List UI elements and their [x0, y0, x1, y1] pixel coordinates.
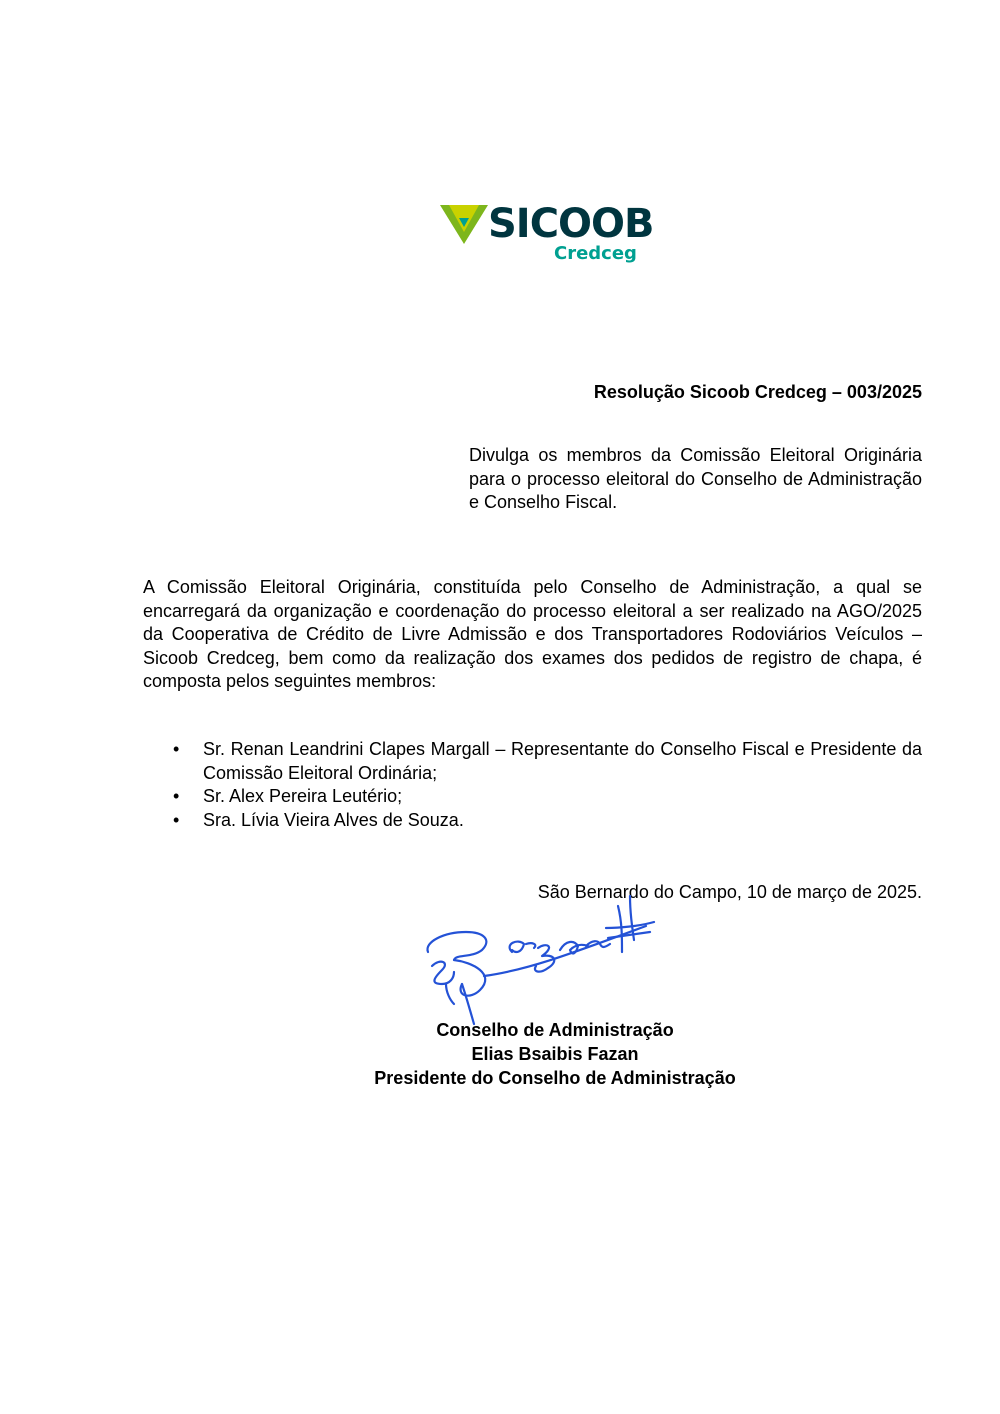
list-item: • Sr. Alex Pereira Leutério; [143, 785, 922, 809]
signature-block [300, 1018, 810, 1090]
signature-stroke [427, 932, 486, 960]
list-item: • Sra. Lívia Vieira Alves de Souza. [143, 809, 922, 833]
sicoob-logo-mark-icon [440, 202, 488, 246]
signature-stroke [432, 962, 454, 984]
signatory-body: Conselho de Administração [436, 1020, 674, 1040]
signatory-role: Presidente do Conselho de Administração [374, 1068, 736, 1088]
resolution-body: A Comissão Eleitoral Originária, constituída pelo Conselho de Administração, a qual se encarregará da organização e coordenação do processo eleitoral a ser realizado na AGO/2025 da Cooperativa de Crédito de Livre Admissão e dos Transportadores Rodoviários Veículos – Sicoob Credceg, bem como da realização dos exames dos pedidos de registro de chapa, é composta pelos seguintes membros: [143, 577, 922, 691]
signature-stroke [618, 906, 622, 952]
signature-stroke [606, 922, 654, 928]
signatory-name: Elias Bsaibis Fazan [471, 1044, 639, 1064]
signature-stroke [526, 943, 535, 948]
logo-brand-text: SICOOB [488, 201, 654, 247]
list-item: • Sr. Renan Leandrini Clapes Margall – Representante do Conselho Fiscal e Presidente da Comissão Eleitoral Ordinária; [143, 738, 922, 785]
signature-stroke [454, 960, 485, 996]
members-list [143, 738, 922, 832]
signature-stroke [446, 984, 454, 1004]
signature-stroke [535, 945, 554, 971]
place-date: São Bernardo do Campo, 10 de março de 2025. [537, 882, 922, 902]
signature-stroke [510, 942, 524, 952]
resolution-title: Resolução Sicoob Credceg – 003/2025 [593, 382, 922, 402]
logo-subbrand-text: Credceg [554, 243, 637, 264]
sicoob-credceg-logo [440, 200, 654, 270]
resolution-summary: Divulga os membros da Comissão Eleitoral Originária para o processo eleitoral do Conselho de Administração e Conselho Fiscal. [469, 445, 922, 512]
